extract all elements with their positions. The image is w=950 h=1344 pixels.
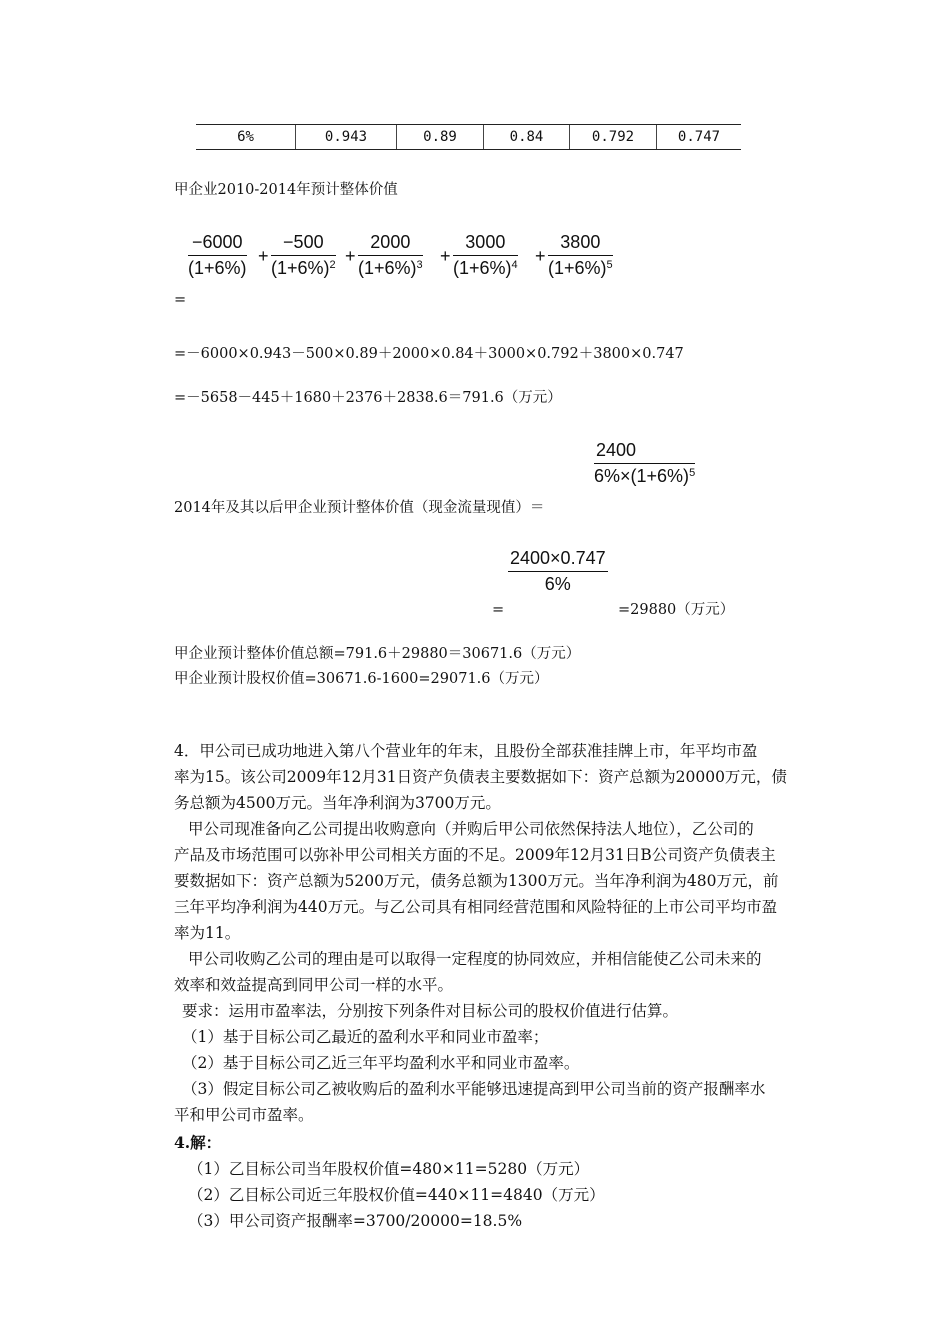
question-paragraph-1-line: 务总额为4500万元。当年净利润为3700万元。 xyxy=(174,794,501,812)
question-paragraph-3-line: 效率和效益提高到同甲公司一样的水平。 xyxy=(174,976,454,994)
denominator: (1+6%) xyxy=(188,258,247,279)
requirement-item-2: （2）基于目标公司乙近三年平均盈利水平和同业市盈率。 xyxy=(182,1054,580,1072)
denominator: $(1+6\%)^4$ xyxy=(453,258,518,279)
requirement-text: 要求：运用市盈率法，分别按下列条件对目标公司的股权价值进行估算。 xyxy=(182,1002,679,1020)
answer-item-3: （3）甲公司资产报酬率=3700/20000=18.5% xyxy=(188,1212,523,1230)
denominator: $6\%\times(1+6\%)^5$ xyxy=(594,466,696,487)
equals-sign: = xyxy=(174,292,187,308)
fraction-term-5 xyxy=(548,232,613,279)
numerator: −500 xyxy=(283,232,324,252)
fraction-perpetuity-simplified xyxy=(508,548,608,595)
requirement-item-3-line: （3）假定目标公司乙被收购后的盈利水平能够迅速提高到甲公司当前的资产报酬率水 xyxy=(182,1080,766,1098)
question-paragraph-2-line: 甲公司现准备向乙公司提出收购意向（并购后甲公司依然保持法人地位），乙公司的 xyxy=(188,820,754,838)
equity-value-line: 甲企业预计股权价值=30671.6-1600=29071.6（万元） xyxy=(174,671,549,687)
answer-item-1: （1）乙目标公司当年股权价值=480×11=5280（万元） xyxy=(188,1160,590,1178)
table-row xyxy=(196,125,741,150)
question-paragraph-2-line: 率为11。 xyxy=(174,924,241,942)
plus-sign: + xyxy=(440,246,451,266)
table-cell: 0.943 xyxy=(296,125,397,150)
answer-title: 4.解： xyxy=(174,1133,222,1152)
question-paragraph-2-line: 三年平均净利润为440万元。与乙公司具有相同经营范围和风险特征的上市公司平均市盈 xyxy=(174,898,778,916)
fraction-term-2 xyxy=(271,232,336,279)
denominator: 6% xyxy=(544,574,571,595)
equals-sign: = xyxy=(492,602,505,618)
question-paragraph-2-line: 产品及市场范围可以弥补甲公司相关方面的不足。2009年12月31日B公司资产负债表主 xyxy=(174,846,776,864)
requirement-item-1: （1）基于目标公司乙最近的盈利水平和同业市盈率； xyxy=(182,1028,549,1046)
question-paragraph-2-line: 要数据如下：资产总额为5200万元，债务总额为1300万元。当年净利润为480万元，前 xyxy=(174,872,779,890)
numerator: 3000 xyxy=(465,232,506,252)
question-paragraph-1-line: 率为15。该公司2009年12月31日资产负债表主要数据如下：资产总额为20000万元，债 xyxy=(174,768,787,786)
perpetuity-value-line: 2014年及其以后甲企业预计整体价值（现金流量现值）＝ xyxy=(174,500,545,516)
perpetuity-result: =29880（万元） xyxy=(618,602,735,618)
numerator: 2400×0.747 xyxy=(510,548,606,568)
table-cell: 0.792 xyxy=(570,125,657,150)
question-paragraph-1-line: 4．甲公司已成功地进入第八个营业年的年末，且股份全部获准挂牌上市，年平均市盈 xyxy=(174,742,758,760)
calculation-line-2: =－5658－445＋1680＋2376＋2838.6＝791.6（万元） xyxy=(174,390,562,406)
question-paragraph-3-line: 甲公司收购乙公司的理由是可以取得一定程度的协同效应，并相信能使乙公司未来的 xyxy=(188,950,762,968)
fraction-term-1 xyxy=(188,232,247,279)
requirement-item-3-line: 平和甲公司市盈率。 xyxy=(174,1106,314,1124)
plus-sign: + xyxy=(535,246,546,266)
total-value-line: 甲企业预计整体价值总额=791.6＋29880＝30671.6（万元） xyxy=(174,646,581,662)
fraction-perpetuity xyxy=(594,440,695,487)
denominator: $(1+6\%)^3$ xyxy=(358,258,423,279)
plus-sign: + xyxy=(258,246,269,266)
section-title: 甲企业2010-2014年预计整体价值 xyxy=(174,182,398,198)
table-cell: 6% xyxy=(196,125,296,150)
fraction-term-4 xyxy=(453,232,518,279)
plus-sign: + xyxy=(345,246,356,266)
numerator: 2000 xyxy=(370,232,411,252)
numerator: 3800 xyxy=(560,232,601,252)
table-cell: 0.89 xyxy=(397,125,484,150)
table-cell: 0.747 xyxy=(657,125,742,150)
table-cell: 0.84 xyxy=(484,125,570,150)
numerator: 2400 xyxy=(596,440,637,460)
denominator: $(1+6\%)^2$ xyxy=(271,258,336,279)
discount-factor-table xyxy=(196,124,741,150)
calculation-line-1: =－6000×0.943－500×0.89＋2000×0.84＋3000×0.792＋3800×0.747 xyxy=(174,346,684,362)
fraction-term-3 xyxy=(358,232,423,279)
answer-item-2: （2）乙目标公司近三年股权价值=440×11=4840（万元） xyxy=(188,1186,605,1204)
denominator: $(1+6\%)^5$ xyxy=(548,258,613,279)
numerator: −6000 xyxy=(191,232,243,252)
